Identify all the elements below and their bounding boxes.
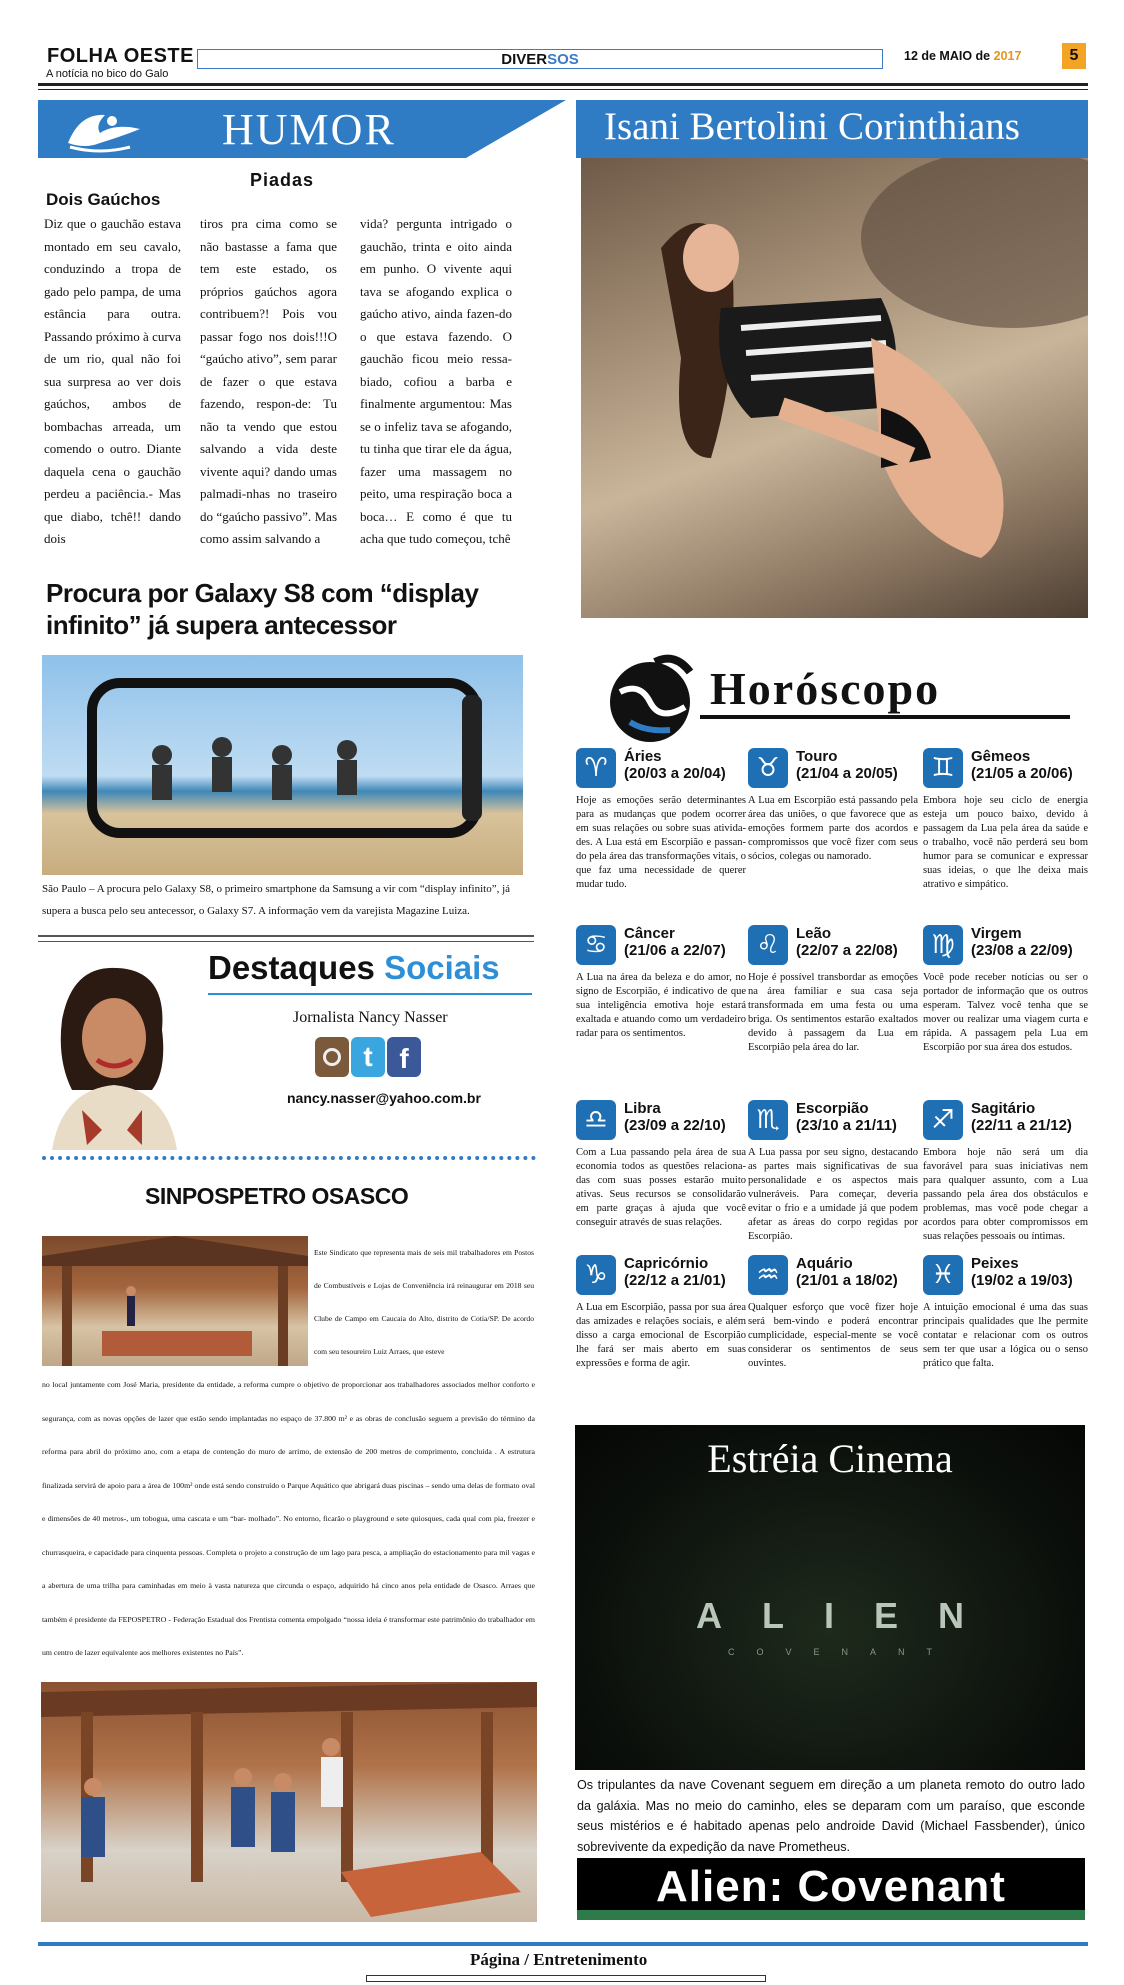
sign-dates: (21/04 a 20/05)	[796, 765, 898, 782]
cinema-title: Estréia Cinema	[707, 1436, 953, 1481]
sign-dates: (21/01 a 18/02)	[796, 1272, 898, 1289]
social-title	[208, 949, 500, 987]
sign-name: Sagitário	[971, 1100, 1036, 1117]
cinema-synopsis: Os tripulantes da nave Covenant seguem em direção a um planeta remoto do outro lado da galáxia. Mas no meio do caminho, eles se deparam com um paraíso, que esconde seus mistérios e é habitado apenas pelo androide David (Michael Fassbender), único sobrevivente da expedição da nave Prometheus.	[577, 1778, 1085, 1854]
columnist-email[interactable]: nancy.nasser@yahoo.com.br	[287, 1090, 481, 1106]
footer-label: Página / Entretenimento	[470, 1950, 648, 1969]
sign-dates: (23/10 a 21/11)	[796, 1117, 897, 1134]
zodiac-icon: ♏	[748, 1100, 788, 1140]
sign-text: Você pode receber notícias ou ser o portador de informação que os outros esperam. Talvez você tenha que se mover ou realizar uma viagem curta e rápida. A passagem pela Lua em Escorpião por sua área dos estudos.	[923, 972, 1088, 1053]
sign-name: Câncer	[624, 925, 675, 942]
sign-8	[923, 1100, 1088, 1244]
sign-name: Aquário	[796, 1255, 853, 1272]
sign-name: Virgem	[971, 925, 1022, 942]
date-text: 12 de MAIO de	[904, 49, 994, 63]
sign-text: A Lua em Escorpião, passa por sua área das amizades e relações sociais, e além disso a carga emocional de Escorpião lhe fará ser mais aberto em suas expressões e forma de agir.	[576, 1302, 746, 1369]
sign-6	[576, 1100, 746, 1230]
sign-name: Capricórnio	[624, 1255, 709, 1272]
joke-column-1: Diz que o gauchão estava montado em seu cavalo, conduzindo a tropa de gado pelo pampa, de uma estância para outra. Passando próximo à curva de um rio, qual não foi sua surpresa ao ver dois gaúchos, ambos de bombachas arreada, um comendo o outro. Diante daquela cena o gauchão perdeu a paciência.- Mas que diabo, tchê!! dando dois	[44, 216, 181, 546]
footer-box	[366, 1975, 766, 1982]
galaxy-caption: São Paulo – A procura pelo Galaxy S8, o primeiro smartphone da Samsung a vir com “display infinito”, já supera a busca pelo seu antecessor, o Galaxy S7. A informação vem da varejista Magazine Luiza.	[42, 883, 511, 917]
zodiac-icon: ♈	[576, 748, 616, 788]
sign-name: Peixes	[971, 1255, 1019, 1272]
sign-name: Touro	[796, 748, 838, 765]
twitter-icon[interactable]: t	[351, 1037, 385, 1077]
sign-name: Escorpião	[796, 1100, 869, 1117]
model-photo	[581, 158, 1088, 618]
zodiac-icon: ♓	[923, 1255, 963, 1295]
joke-column-3: vida? pergunta intrigado o gauchão, trinta e oito ainda em punho. O vivente aqui tava se afogando explica o gaúcho ativo, ainda fazen-do o que estava fazendo. O gauchão ficou meio ressa-biado, cofiou a barba e finalmente argumentou: Mas se o infeliz tava se afogando, tu tinha que tirar ele da água, fazer uma massagem no peito, uma respiração boca a boca… E como é que tu acha que tudo começou, tchê	[360, 216, 512, 546]
header-rule	[38, 83, 1088, 86]
model-name: Isani Bertolini Corinthians	[604, 105, 1020, 148]
zodiac-icon: ♋	[576, 925, 616, 965]
galaxy-headline: Procura por Galaxy S8 com “display infinito” já supera antecessor	[46, 578, 479, 640]
poster-title: ALIEN	[696, 1595, 1004, 1636]
sign-name: Gêmeos	[971, 748, 1031, 765]
poster-subtitle: COVENANT	[727, 1647, 954, 1657]
sign-dates: (23/09 a 22/10)	[624, 1117, 726, 1134]
sign-text: A Lua na área da beleza e do amor, no signo de Escorpião, é indicativo de que sua inteligência emotiva hoje estará exaltada e atuando como um verdadeiro radar para os sentimentos.	[576, 972, 746, 1039]
zodiac-icon: ♌	[748, 925, 788, 965]
sign-name: Leão	[796, 925, 832, 942]
section-box	[197, 49, 883, 69]
sign-5	[923, 925, 1088, 1055]
sign-7	[748, 1100, 918, 1244]
sign-dates: (22/12 a 21/01)	[624, 1272, 726, 1289]
social-title-a: Destaques	[208, 949, 375, 986]
horoscope-title: Horóscopo	[710, 663, 941, 714]
date-year: 2017	[993, 49, 1022, 63]
section-name-b: SOS	[547, 50, 579, 68]
columnist-name: Jornalista Nancy Nasser	[293, 1009, 448, 1026]
club-photo-1	[42, 1236, 308, 1366]
sign-text: A Lua em Escorpião está passando pela área das uniões, o que favorece que as emoções formem parte dos acordos e compromissos que você fizer com seus sócios, colegas ou namorado.	[748, 795, 918, 862]
sign-text: Hoje as emoções serão determinantes para as mudanças que podem ocorrer em suas relações ou sobre suas ativida-des. A Lua está em Escorpião e passan-do pela área das transformações vitais, o que faz uma necessidade de querer mudar tudo.	[576, 795, 746, 890]
brand-tagline: A notícia no bico do Galo	[46, 68, 169, 80]
page-number: 5	[1062, 43, 1086, 69]
joke-title: Dois Gaúchos	[46, 190, 161, 209]
section-divider	[38, 935, 534, 937]
club-photo-2	[41, 1682, 537, 1922]
sign-2	[923, 748, 1088, 892]
sign-dates: (22/07 a 22/08)	[796, 942, 898, 959]
sign-text: Embora hoje não será um dia favorável para suas iniciativas nem para qualquer assunto, com a Lua passando pela área dos obstáculos e problemas, mas você pode chegar a acordos para obter compromissos em suas relações pessoais ou íntimas.	[923, 1147, 1088, 1242]
sign-name: Áries	[624, 748, 662, 765]
section-name-a: DIVER	[501, 50, 548, 68]
zodiac-icon: ♍	[923, 925, 963, 965]
dotted-divider	[42, 1156, 536, 1160]
zodiac-icon: ♒	[748, 1255, 788, 1295]
sign-dates: (20/03 a 20/04)	[624, 765, 726, 782]
brand-name: FOLHA OESTE	[47, 45, 194, 67]
facebook-icon[interactable]: f	[387, 1037, 421, 1077]
alien-poster	[575, 1425, 1085, 1770]
sinpospetro-side-text: Este Sindicato que representa mais de seis mil trabalhadores em Postos de Combustíveis e Lojas de Conveniência irá reinaugurar em 2018 seu Clube de Campo em Caucaia do Alto, distrito de Cotia/SP. De acordo com seu tesoureiro Luiz Arraes, que esteve	[314, 1248, 534, 1356]
sign-9	[576, 1255, 746, 1371]
sinpospetro-title: SINPOSPETRO OSASCO	[145, 1183, 409, 1209]
sign-text: Embora hoje seu ciclo de energia esteja um pouco baixo, devido à passagem da Lua pela área da saúde e o trabalho, você não perderá seu bom humor para se comunicar e expressar suas ideias, o que lhe deixa mais atrativo e simpático.	[923, 795, 1088, 890]
header-rule-thin	[38, 89, 1088, 90]
globe-icon	[600, 652, 700, 752]
instagram-icon[interactable]	[315, 1037, 349, 1077]
sign-dates: (21/05 a 20/06)	[971, 765, 1073, 782]
sign-dates: (23/08 a 22/09)	[971, 942, 1073, 959]
issue-date	[904, 49, 1021, 63]
sign-text: A Lua passa por seu signo, destacando as partes mais significativas de sua personalidade e os aspectos mais vulneráveis. Para começar, deveria evitar o frio e a umidade já que podem afetar as áreas do corpo regidas por Escorpião.	[748, 1147, 918, 1242]
humor-logo-icon	[60, 103, 150, 160]
sign-3	[576, 925, 746, 1041]
social-title-b: Sociais	[384, 949, 500, 986]
sign-text: Qualquer esforço que você fizer hoje será bem-vindo e poderá encontrar cumplicidade, especial-mente se você considerar os sentimentos de seus ouvintes.	[748, 1302, 918, 1369]
zodiac-icon: ♎	[576, 1100, 616, 1140]
banner-slash	[466, 100, 566, 158]
sign-name: Libra	[624, 1100, 661, 1117]
sign-dates: (19/02 a 19/03)	[971, 1272, 1073, 1289]
sign-dates: (22/11 a 21/12)	[971, 1117, 1072, 1134]
sign-11	[923, 1255, 1088, 1371]
sinpospetro-body: no local juntamente com José Maria, presidente da entidade, a reforma cumpre o objetivo de proporcionar aos trabalhadores associados melhor conforto e segurança, com as novas opções de lazer que estão sendo implantadas no espaço de 37.800 m² e as obras de conclusão seguem a previsão do término da reforma para abril do próximo ano, com a etapa de contenção do muro de arrimo, de extensão de 200 metros de comprimento, concluída . A estrutura finalizada servirá de apoio para a área de 100m² onde está sendo construído o Parque Aquático que abrigará duas piscinas – sendo uma delas de formato oval e dimensões de 40 metros-, um tobogua, uma cascata e um “bar- molhado”. No entorno, ficarão o playground e sete quiosques, cada qual com pia, freezer e churrasqueira, e capacidade para cinquenta pessoas. Completa o projeto a construção de um lago para pesca, a ampliação do estacionamento para mil vagas e a abertura de uma trilha para caminhadas em meio à vasta natureza que circunda o espaço, adquirido há cinco anos pela entidade de Osasco. Arraes que também é presidente da FEPOSPETRO - Federação Estadual dos Frentista comenta empolgado “nossa ideia é transformar este patrimônio do trabalhador em um centro de lazer equivalente aos melhores existentes no País”.	[42, 1380, 535, 1657]
sign-text: Com a Lua passando pela área de sua economia todos as questões relaciona-das com suas posses estarão muito ativas. Seus recursos se consolidarão em parte graças à ajuda que você conseguir através de suas relações.	[576, 1147, 746, 1228]
columnist-photo	[42, 960, 182, 1150]
sign-dates: (21/06 a 22/07)	[624, 942, 726, 959]
cinema-banner-title: Alien: Covenant	[656, 1862, 1006, 1911]
social-icons	[315, 1037, 421, 1077]
social-title-rule	[208, 993, 532, 995]
footer-rule	[38, 1942, 1088, 1946]
horoscope-rule	[700, 715, 1070, 719]
zodiac-icon: ♊	[923, 748, 963, 788]
sign-1	[748, 748, 918, 864]
banner-slash-right	[566, 100, 576, 158]
zodiac-icon: ♉	[748, 748, 788, 788]
sign-0	[576, 748, 746, 892]
sign-10	[748, 1255, 918, 1371]
zodiac-icon: ♐	[923, 1100, 963, 1140]
humor-subtitle: Piadas	[250, 170, 315, 190]
galaxy-photo	[42, 655, 523, 875]
sign-text: A intuição emocional é uma das suas principais qualidades que lhe permite contatar e relacionar com os outros sem ter que usar a lógica ou o senso prático que falta.	[923, 1302, 1088, 1369]
joke-column-2: tiros pra cima como se não bastasse a fama que tem este estado, os próprios gaúchos agora contribuem?! Pois vou passar fogo nos dois!!!O “gaúcho ativo”, sem parar de fazer o que estava fazendo, respon-de: Tu não ta vendo que estou salvando a vida deste vivente aqui? dando umas palmadi-nhas no traseiro do “gaúcho passivo”. Mas como assim salvando a	[200, 216, 337, 546]
sign-4	[748, 925, 918, 1055]
zodiac-icon: ♑	[576, 1255, 616, 1295]
section-divider-thin	[38, 941, 534, 942]
humor-banner-title: HUMOR	[222, 105, 396, 154]
sign-text: Hoje é possível transbordar as emoções na área familiar e sua casa seja transformada em uma festa ou uma briga. Os sentimentos estarão exaltados devido à passagem da Lua em Escorpião pela área do lar.	[748, 972, 918, 1053]
